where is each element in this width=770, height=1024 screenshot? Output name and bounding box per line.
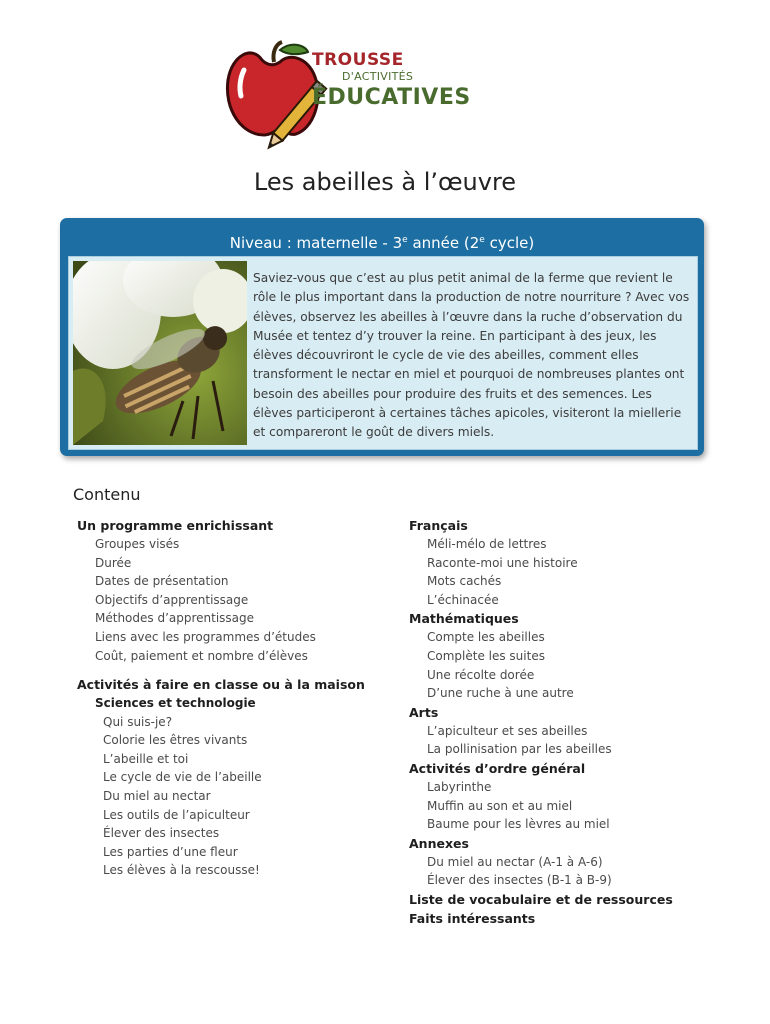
list-item: Groupes visés	[95, 537, 180, 551]
section-heading-facts: Faits intéressants	[409, 910, 536, 926]
contents-heading: Contenu	[73, 485, 141, 504]
list-item: Élever des insectes	[103, 826, 220, 841]
list-item: Du miel au nectar (A-1 à A-6)	[427, 854, 603, 869]
list-item: Baume pour les lèvres au miel	[427, 817, 610, 832]
section-heading-math: Mathématiques	[409, 611, 519, 627]
section-heading-program: Un programme enrichissant	[77, 518, 274, 533]
contents-left-column	[77, 516, 407, 880]
list-item: Liens avec les programmes d’études	[95, 629, 316, 644]
list-item: D’une ruche à une autre	[427, 686, 574, 701]
list-item: Les parties d’une fleur	[103, 844, 238, 859]
list-item: Raconte-moi une histoire	[427, 555, 578, 570]
list-item: Une récolte dorée	[427, 667, 535, 682]
list-item: L’échinacée	[427, 592, 499, 607]
logo-line-educatives: ÉDUCATIVES	[312, 85, 471, 110]
program-description: Saviez-vous que c’est au plus petit animal de la ferme que revient le rôle le plus important dans la production de notre nourriture ? Avec vos élèves, observez les abeilles à l’œuvre dans la ruche d’observation du Musée et tentez d’y trouver la reine. En participant à des jeux, les élèves découvriront le cycle de vie des abeilles, comment elles transforment le nectar en miel et pourquoi de nombreuses plantes ont besoin des abeilles pour produire des fruits et des semences. Les élèves participeront à certaines tâches apicoles, visiteront la miellerie et compareront le goût de divers miels.	[253, 271, 690, 440]
list-item: Élever des insectes (B-1 à B-9)	[427, 873, 612, 888]
section-heading-vocabulary: Liste de vocabulaire et de ressources	[409, 891, 673, 907]
contents-right-column	[409, 516, 739, 928]
list-item: Colorie les êtres vivants	[103, 733, 248, 748]
list-item: Coût, paiement et nombre d’élèves	[95, 648, 308, 663]
list-item: Durée	[95, 555, 132, 570]
list-item: Méli-mélo de lettres	[427, 537, 547, 551]
level-mid: année (2	[407, 234, 480, 252]
info-box	[60, 218, 704, 456]
list-item: Dates de présentation	[95, 574, 229, 589]
level-prefix: Niveau : maternelle - 3	[229, 234, 403, 252]
info-panel	[68, 256, 698, 450]
list-item: Qui suis-je?	[103, 714, 173, 729]
logo-line-activites: D'ACTIVITÉS	[342, 70, 414, 83]
list-item: Muffin au son et au miel	[427, 798, 573, 813]
page-title: Les abeilles à l’œuvre	[253, 168, 517, 196]
level-suffix: cycle)	[484, 234, 535, 252]
list-item: Les outils de l’apiculteur	[103, 807, 250, 822]
list-item: La pollinisation par les abeilles	[427, 742, 612, 757]
list-item: Complète les suites	[427, 648, 545, 663]
list-item: Méthodes d’apprentissage	[95, 611, 255, 626]
list-item: L’apiculteur et ses abeilles	[427, 723, 588, 738]
section-heading-annexes: Annexes	[409, 835, 469, 851]
bee-photo	[73, 261, 247, 445]
list-item: Labyrinthe	[427, 779, 492, 794]
list-item: Objectifs d’apprentissage	[95, 592, 249, 607]
section-heading-activities: Activités à faire en classe ou à la maison	[77, 677, 365, 693]
list-item: Du miel au nectar	[103, 789, 211, 804]
level-header	[60, 218, 704, 254]
level-sup: e	[479, 235, 485, 245]
level-sup: e	[402, 235, 408, 245]
list-item: L’abeille et toi	[103, 751, 189, 766]
list-item: Le cycle de vie de l’abeille	[103, 770, 262, 785]
list-item: Compte les abeilles	[427, 630, 545, 645]
logo-line-trousse: TROUSSE	[312, 50, 404, 70]
section-heading-french: Français	[409, 518, 468, 533]
subsection-heading-science: Sciences et technologie	[95, 696, 256, 711]
section-heading-general: Activités d’ordre général	[409, 760, 586, 776]
list-item: Mots cachés	[427, 574, 502, 589]
list-item: Les élèves à la rescousse!	[103, 863, 260, 878]
section-heading-arts: Arts	[409, 704, 439, 720]
trousse-logo	[222, 40, 522, 160]
